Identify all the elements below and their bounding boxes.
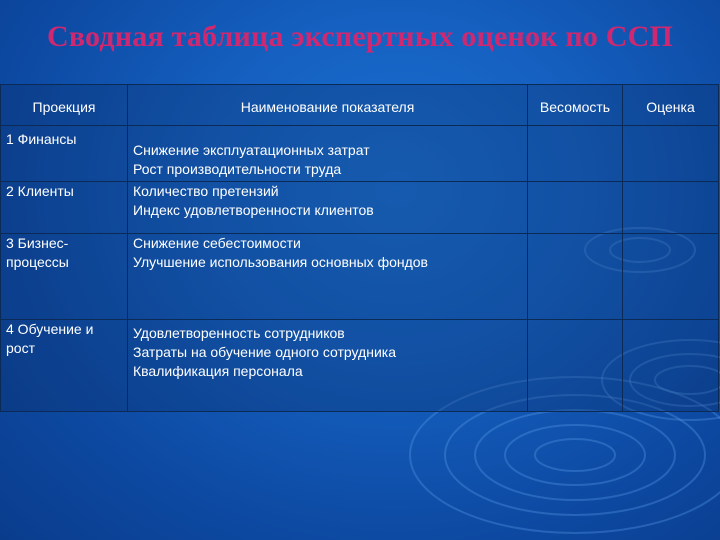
score-cell[interactable] xyxy=(623,320,719,412)
indicator-cell xyxy=(128,320,528,412)
table-row xyxy=(1,234,719,320)
indicator-item: Индекс удовлетворенности клиентов xyxy=(133,202,374,218)
projection-cell xyxy=(1,126,128,182)
score-cell[interactable] xyxy=(623,126,719,182)
indicator-item: Снижение себестоимости xyxy=(133,235,301,251)
table-row xyxy=(1,182,719,234)
indicator-item: Снижение эксплуатационных затрат xyxy=(133,142,370,158)
indicator-cell xyxy=(128,234,528,320)
indicator-cell xyxy=(128,126,528,182)
indicator-item: Количество претензий xyxy=(133,183,279,199)
header-indicator: Наименование показателя xyxy=(128,85,528,126)
projection-label: 1 Финансы xyxy=(6,131,77,147)
header-score: Оценка xyxy=(623,85,719,126)
score-cell[interactable] xyxy=(623,234,719,320)
header-projection: Проекция xyxy=(1,85,128,126)
projection-label: процессы xyxy=(6,254,69,270)
score-cell[interactable] xyxy=(623,182,719,234)
projection-cell xyxy=(1,320,128,412)
projection-label: 4 Обучение и xyxy=(6,321,94,337)
projection-label: 3 Бизнес- xyxy=(6,235,69,251)
indicator-item: Удовлетворенность сотрудников xyxy=(133,325,345,341)
ssp-evaluation-table xyxy=(0,84,719,412)
indicator-item: Улучшение использования основных фондов xyxy=(133,254,428,270)
indicator-cell xyxy=(128,182,528,234)
weight-cell[interactable] xyxy=(528,126,623,182)
projection-label: 2 Клиенты xyxy=(6,183,74,199)
header-weight: Весомость xyxy=(528,85,623,126)
table-row xyxy=(1,320,719,412)
projection-label: рост xyxy=(6,340,35,356)
projection-cell xyxy=(1,182,128,234)
page-title: Сводная таблица экспертных оценок по ССП xyxy=(46,20,674,53)
indicator-item: Рост производительности труда xyxy=(133,161,342,177)
indicator-item: Квалификация персонала xyxy=(133,363,303,379)
projection-cell xyxy=(1,234,128,320)
table-row xyxy=(1,126,719,182)
weight-cell[interactable] xyxy=(528,320,623,412)
indicator-item: Затраты на обучение одного сотрудника xyxy=(133,344,396,360)
weight-cell[interactable] xyxy=(528,234,623,320)
weight-cell[interactable] xyxy=(528,182,623,234)
table-header-row xyxy=(1,85,719,126)
